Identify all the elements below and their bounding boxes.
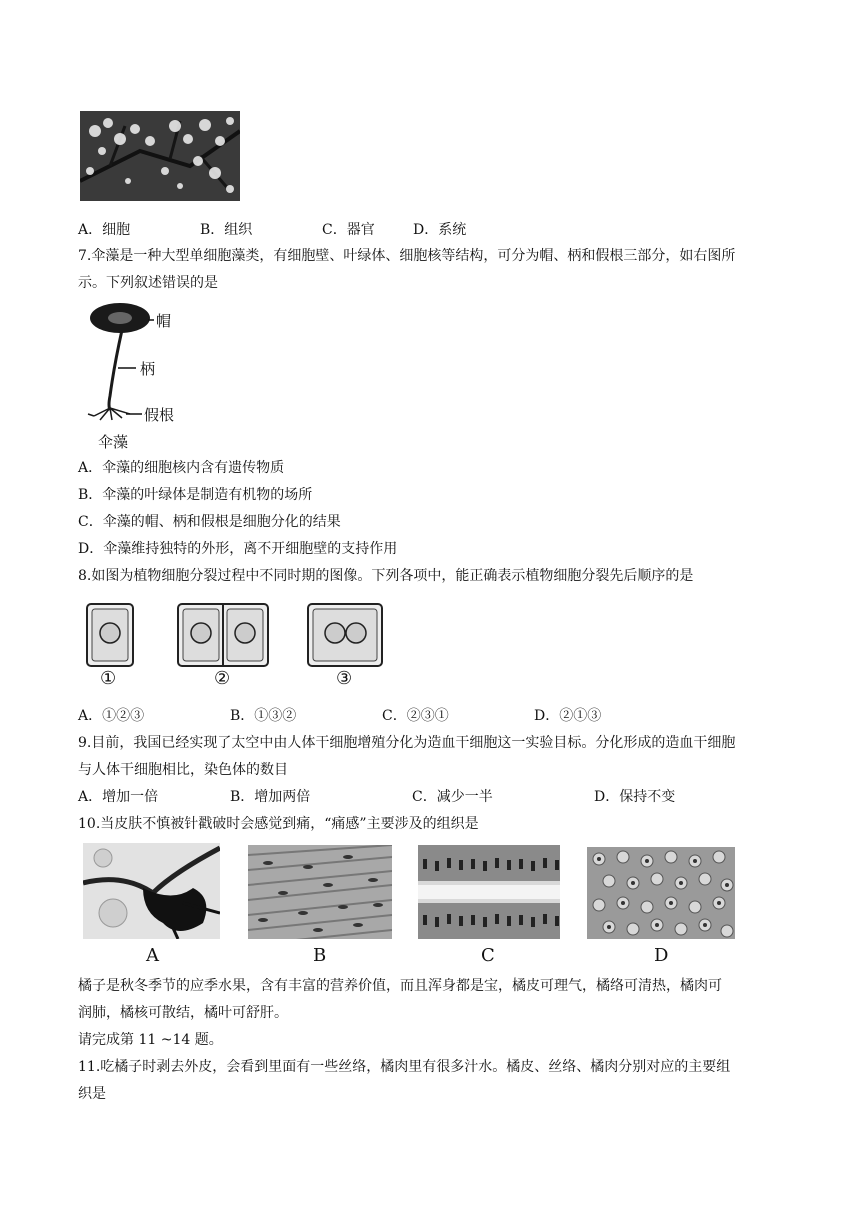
umbrella-alga-figure (80, 296, 200, 454)
q9-option-b: B．增加两倍 (230, 789, 311, 805)
tissue-label-a: A (146, 945, 159, 966)
muscle-tissue-image (248, 845, 392, 939)
nerve-tissue-image (83, 843, 220, 939)
stalk-label: 柄 (140, 360, 156, 378)
q8-option-b: B．①③② (230, 708, 297, 724)
q9-stem-line1: 9.目前，我国已经实现了太空中由人体干细胞增殖分化为造血干细胞这一实验目标。分化形成的造血干细胞 (78, 735, 736, 751)
cell-label-1: ① (100, 668, 117, 689)
q7-option-b: B．伞藻的叶绿体是制造有机物的场所 (78, 487, 313, 503)
q6-options (78, 220, 466, 240)
q7-stem-line1: 7.伞藻是一种大型单细胞藻类，有细胞壁、叶绿体、细胞核等结构，可分为帽、柄和假根三部分，如右图所 (78, 248, 736, 264)
cap-label: 帽 (156, 312, 172, 330)
q6-option-b: B．组织 (200, 222, 253, 238)
tissue-label-b: B (313, 945, 327, 966)
cell-label-3: ③ (336, 668, 353, 689)
q8-option-a: A．①②③ (78, 708, 145, 724)
q9-options (78, 787, 675, 807)
q6-option-d: D．系统 (413, 222, 467, 238)
q11-stem-line1: 11.吃橘子时剥去外皮，会看到里面有一些丝络，橘肉里有很多汁水。橘皮、丝络、橘肉分别对应的主要组 (78, 1059, 731, 1075)
q8-options (78, 706, 601, 726)
q9-option-a: A．增加一倍 (78, 789, 159, 805)
q6-option-a: A．细胞 (78, 222, 131, 238)
cell-division-figure (80, 600, 400, 690)
tissue-label-c: C (481, 945, 495, 966)
tissue-label-d: D (654, 945, 669, 966)
q8-stem: 8.如图为植物细胞分裂过程中不同时期的图像。下列各项中，能正确表示植物细胞分裂先后顺序的是 (78, 568, 694, 584)
q10-stem: 10.当皮肤不慎被针戳破时会感觉到痛，“痛感”主要涉及的组织是 (78, 816, 479, 832)
passage-line1: 橘子是秋冬季节的应季水果，含有丰富的营养价值，而且浑身都是宝，橘皮可理气，橘络可清热，橘肉可 (78, 978, 722, 994)
q7-stem-line2: 示。下列叙述错误的是 (78, 275, 218, 291)
epithelial-tissue-image (418, 845, 560, 939)
flower-branch-photo (80, 111, 240, 201)
q8-option-c: C．②③① (382, 708, 449, 724)
q6-option-c: C．器官 (322, 222, 375, 238)
q11-stem-line2: 织是 (78, 1086, 106, 1102)
passage-line2: 润肺，橘核可散结，橘叶可舒肝。 (78, 1005, 288, 1021)
q9-option-d: D．保持不变 (594, 789, 676, 805)
connective-tissue-image (587, 847, 735, 939)
q7-option-d: D．伞藻维持独特的外形，离不开细胞壁的支持作用 (78, 541, 398, 557)
q9-option-c: C．减少一半 (412, 789, 493, 805)
q8-option-d: D．②①③ (534, 708, 602, 724)
rhizoid-label: 假根 (144, 406, 175, 424)
q9-stem-line2: 与人体干细胞相比，染色体的数目 (78, 762, 288, 778)
alga-name-label: 伞藻 (98, 433, 129, 451)
q7-option-c: C．伞藻的帽、柄和假根是细胞分化的结果 (78, 514, 341, 530)
passage-instruction: 请完成第 11 ~14 题。 (78, 1032, 223, 1048)
q7-option-a: A．伞藻的细胞核内含有遗传物质 (78, 460, 285, 476)
cell-label-2: ② (214, 668, 231, 689)
